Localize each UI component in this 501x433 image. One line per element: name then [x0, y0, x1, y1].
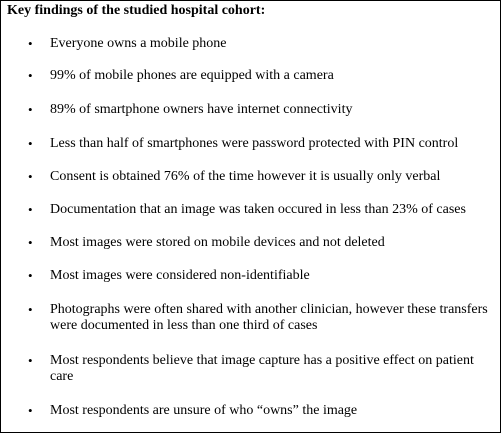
list-item-text: Everyone owns a mobile phone [50, 36, 227, 51]
list-item-text: Photographs were often shared with another clinician, however these transfers were documented in less than one third of cases [50, 302, 488, 333]
bullet-icon: • [28, 68, 33, 83]
bullet-icon: • [28, 169, 33, 184]
bullet-icon: • [28, 235, 33, 250]
bullet-icon: • [28, 268, 33, 283]
bullet-icon: • [28, 302, 33, 317]
bullet-icon: • [28, 202, 33, 217]
list-item-text: 89% of smartphone owners have internet connectivity [50, 102, 353, 117]
list-item-text: Most images were stored on mobile devices and not deleted [50, 235, 385, 250]
bullet-icon: • [28, 136, 33, 151]
list-item-text: Consent is obtained 76% of the time however it is usually only verbal [50, 169, 441, 184]
box-heading: Key findings of the studied hospital cohort: [7, 3, 266, 18]
bullet-icon: • [28, 36, 33, 51]
list-item-text: Documentation that an image was taken occured in less than 23% of cases [50, 202, 466, 217]
list-item-text: Most respondents believe that image capture has a positive effect on patient care [50, 353, 474, 384]
bullet-icon: • [28, 102, 33, 117]
bullet-icon: • [28, 403, 33, 418]
list-item-text: Most images were considered non-identifiable [50, 268, 310, 283]
bullet-icon: • [28, 353, 33, 368]
list-item-text: Less than half of smartphones were password protected with PIN control [50, 136, 459, 151]
list-item-text: 99% of mobile phones are equipped with a camera [50, 68, 334, 83]
list-item-text: Most respondents are unsure of who “owns” the image [50, 403, 358, 418]
